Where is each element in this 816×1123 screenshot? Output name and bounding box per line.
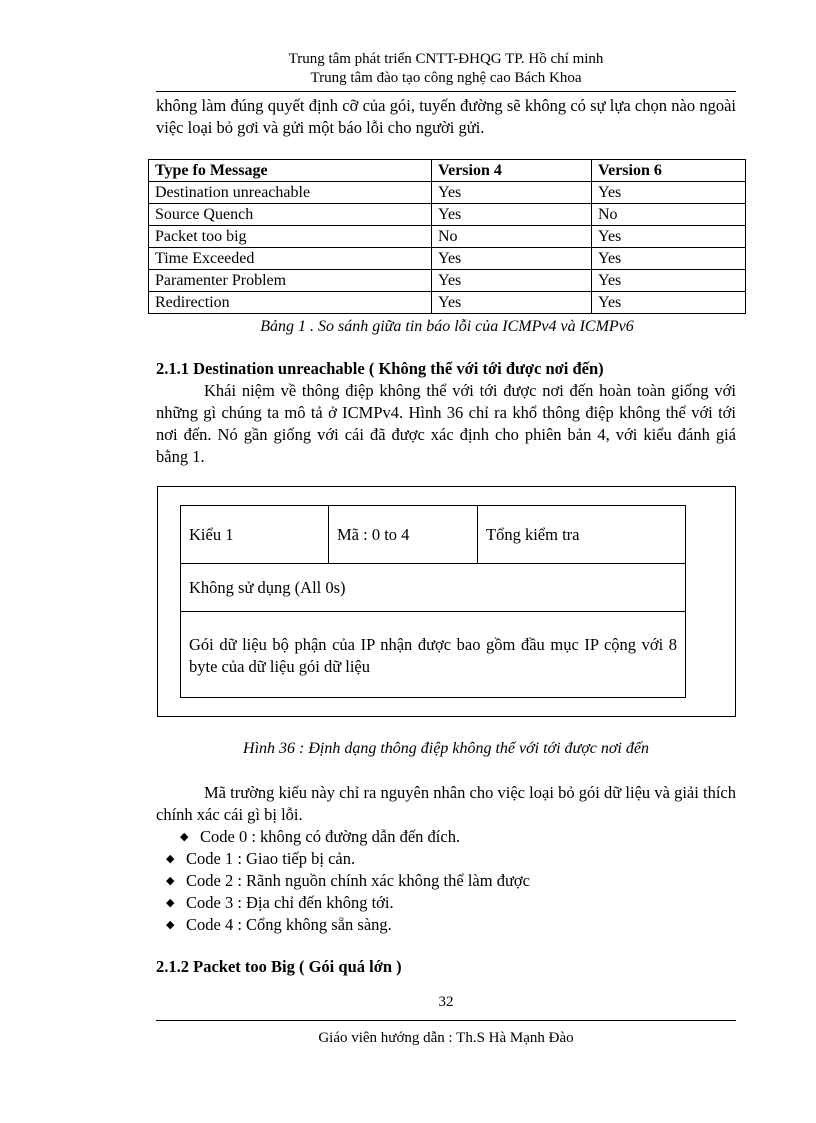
- codes-paragraph: Mã trường kiểu này chỉ ra nguyên nhân cho việc loại bỏ gói dữ liệu và giải thích chính xác cái gì bị lỗi.: [156, 783, 736, 824]
- list-item: ◆ Code 0 : không có đường dẫn đến đích.: [178, 826, 530, 848]
- field-data: Gói dữ liệu bộ phận của IP nhận được bao gồm đầu mục IP cộng với 8 byte của dữ liệu gói dữ liệu: [189, 635, 677, 676]
- field-code: Mã : 0 to 4: [329, 506, 478, 563]
- header-rule: [156, 91, 736, 92]
- list-item: ◆ Code 3 : Địa chỉ đến không tới.: [164, 892, 530, 914]
- table-cell: Yes: [432, 248, 592, 270]
- table-row: [149, 226, 746, 248]
- footer-text: Giáo viên hướng dẫn : Th.S Hà Mạnh Đào: [318, 1030, 574, 1046]
- diagram-row-header-fields: [181, 506, 685, 564]
- page-number: 32: [438, 994, 454, 1010]
- table-cell: Yes: [592, 226, 746, 248]
- table-cell: No: [432, 226, 592, 248]
- table-cell: Yes: [592, 270, 746, 292]
- table-row: [149, 270, 746, 292]
- section-paragraph: Khái niệm về thông điệp không thể với tới được nơi đến hoàn toàn giống với những gì chúng ta mô tả ở ICMPv4. Hình 36 chỉ ra khổ thông điệp không thể với tới nơi đến. Nó gần giống với cái đã được xác định cho phiên bản 4, với kiểu đánh giá bằng 1.: [156, 381, 736, 466]
- table-cell: Yes: [432, 292, 592, 314]
- table-cell: Packet too big: [149, 226, 432, 248]
- table-row: [149, 182, 746, 204]
- table-cell: Source Quench: [149, 204, 432, 226]
- table-cell: Paramenter Problem: [149, 270, 432, 292]
- table-cell: Time Exceeded: [149, 248, 432, 270]
- table-cell: Destination unreachable: [149, 182, 432, 204]
- list-item: ◆ Code 1 : Giao tiếp bị cản.: [164, 848, 530, 870]
- field-type: Kiểu 1: [181, 506, 329, 563]
- table-cell: Yes: [592, 248, 746, 270]
- table-cell: Yes: [592, 182, 746, 204]
- table-caption: Bảng 1 . So sánh giữa tin báo lỗi của ICMPv4 và ICMPv6: [260, 318, 634, 335]
- code-list: [164, 826, 530, 936]
- table-header-cell: Type fo Message: [149, 160, 432, 182]
- table-cell: Redirection: [149, 292, 432, 314]
- table-cell: Yes: [432, 270, 592, 292]
- table-header-cell: Version 4: [432, 160, 592, 182]
- header-line-2: Trung tâm đào tạo công nghệ cao Bách Khoa: [310, 70, 582, 86]
- table-cell: Yes: [432, 204, 592, 226]
- table-cell: Yes: [592, 292, 746, 314]
- table-row: [149, 248, 746, 270]
- table-cell: Yes: [432, 182, 592, 204]
- table-header-row: [149, 160, 746, 182]
- figure-caption: Hình 36 : Định dạng thông điệp không thể với tới được nơi đến: [243, 740, 649, 757]
- field-unused: Không sử dụng (All 0s): [181, 564, 685, 612]
- list-item: ◆ Code 2 : Rãnh nguồn chính xác không thể làm được: [164, 870, 530, 892]
- message-format-diagram: [180, 505, 686, 698]
- section-heading-2-1-2: 2.1.2 Packet too Big ( Gói quá lớn ): [156, 957, 402, 976]
- table-row: [149, 292, 746, 314]
- list-item: ◆ Code 4 : Cổng không sẵn sàng.: [164, 914, 530, 936]
- field-checksum: Tổng kiểm tra: [486, 524, 580, 544]
- header-line-1: Trung tâm phát triển CNTT-ĐHQG TP. Hồ chí minh: [288, 51, 604, 67]
- comparison-table: [148, 159, 746, 314]
- table-row: [149, 204, 746, 226]
- footer-rule: [156, 1020, 736, 1021]
- table-header-cell: Version 6: [592, 160, 746, 182]
- intro-paragraph: không làm đúng quyết định cỡ của gói, tuyến đường sẽ không có sự lựa chọn nào ngoài việc loại bỏ gơi và gửi một báo lỗi cho người gửi.: [156, 96, 736, 137]
- section-heading-2-1-1: 2.1.1 Destination unreachable ( Không thể với tới được nơi đến): [156, 359, 604, 378]
- table-cell: No: [592, 204, 746, 226]
